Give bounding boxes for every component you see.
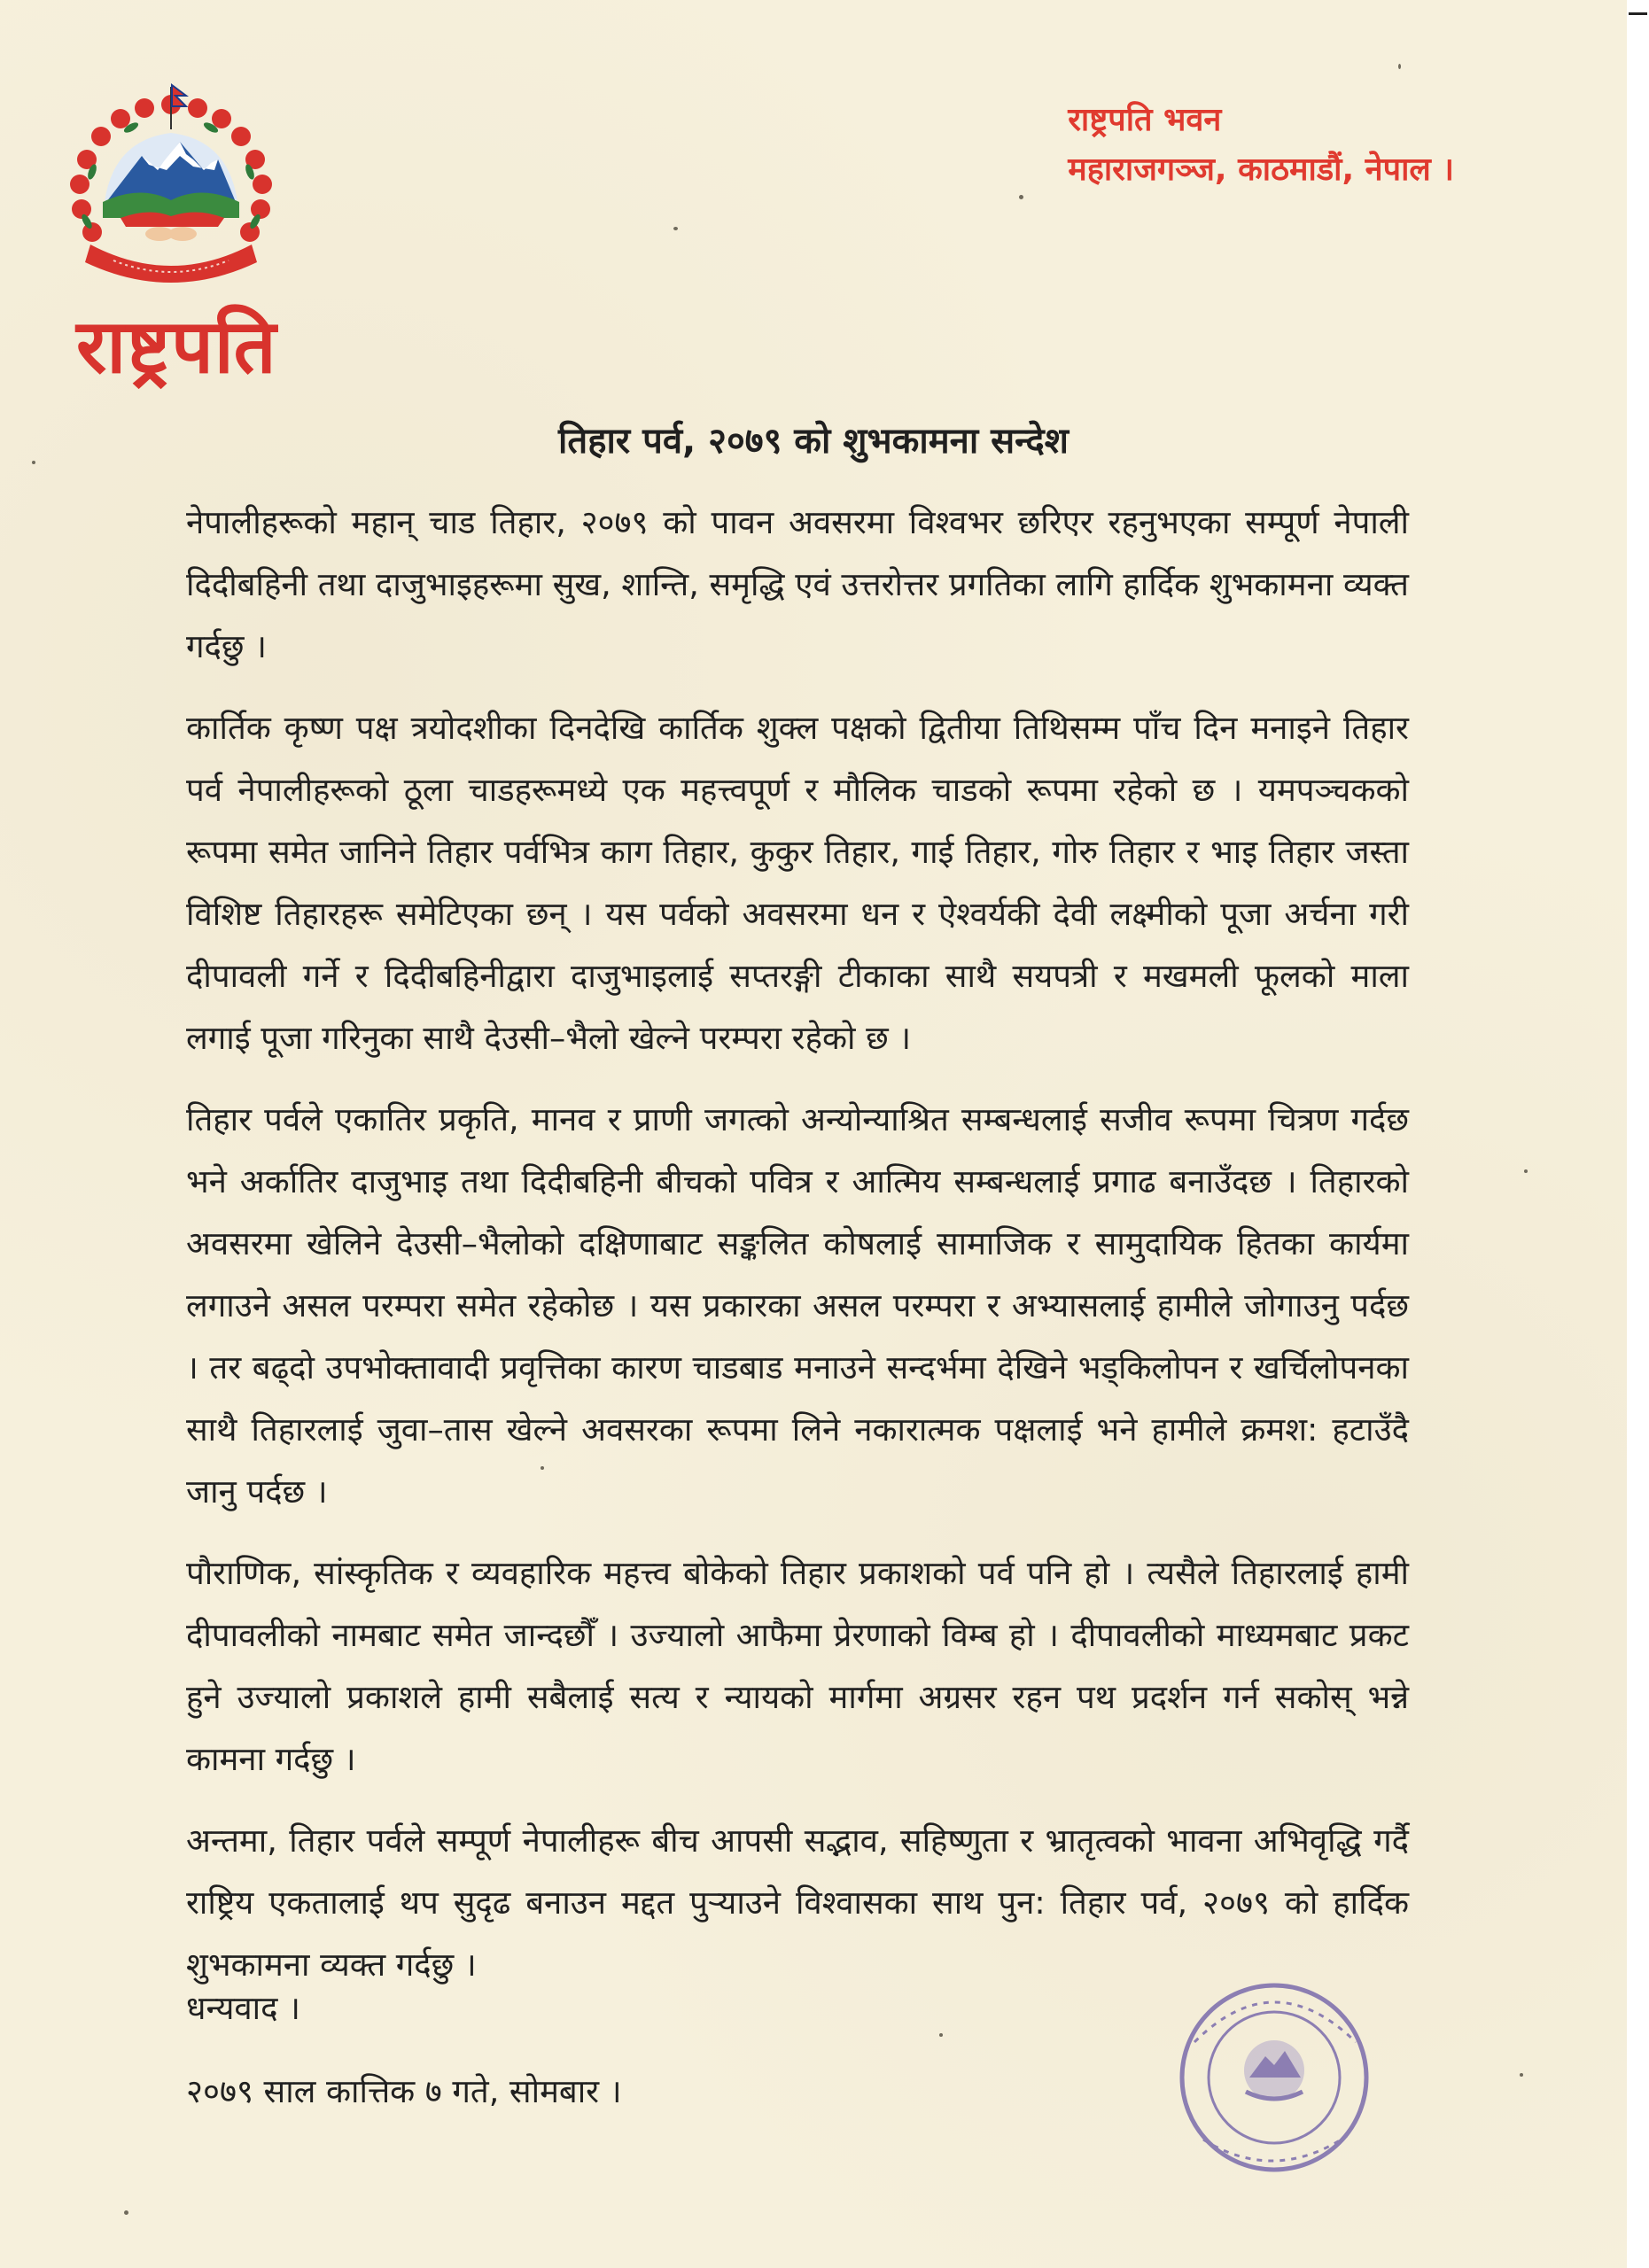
paragraph-5: अन्तमा, तिहार पर्वले सम्पूर्ण नेपालीहरू बीच आपसी सद्भाव, सहिष्णुता र भ्रातृत्वको भावना अभिवृद्धि गर्दै राष्ट्रिय एकतालाई थप सुदृढ बनाउन मद्दत पुऱ्याउने विश्वासका साथ पुन: तिहार पर्व, २०७९ को हार्दिक शुभकामना व्यक्त गर्दछु । [186,1821,1409,1984]
paragraph-4: पौराणिक, सांस्कृतिक र व्यवहारिक महत्त्व बोकेको तिहार प्रकाशको पर्व पनि हो । त्यसैले तिहारलाई हामी दीपावलीको नामबाट समेत जान्दछौँ । उज्यालो आफैमा प्रेरणाको विम्ब हो । दीपावलीको माध्यमबाट प्रकट हुने उज्यालो प्रकाशले हामी सबैलाई सत्य र न्यायको मार्गमा अग्रसर रहन पथ प्रदर्शन गर्न सकोस् भन्ने कामना गर्दछु । [186,1554,1409,1778]
paragraph-2: कार्तिक कृष्ण पक्ष त्रयोदशीका दिनदेखि कार्तिक शुक्ल पक्षको द्वितीया तिथिसम्म पाँच दिन मनाइने तिहार पर्व नेपालीहरूको ठूला चाडहरूमध्ये एक महत्त्वपूर्ण र मौलिक चाडको रूपमा रहेको छ । यमपञ्चकको रूपमा समेत जानिने तिहार पर्वभित्र काग तिहार, कुकुर तिहार, गाई तिहार, गोरु तिहार र भाइ तिहार जस्ता विशिष्ट तिहारहरू समेटिएका छन् । यस पर्वको अवसरमा धन र ऐश्वर्यकी देवी लक्ष्मीको पूजा अर्चना गरी दीपावली गर्ने र दिदीबहिनीद्वारा दाजुभाइलाई सप्तरङ्गी टीकाका साथै सयपत्री र मखमली फूलको माला लगाई पूजा गरिनुका साथै देउसी–भैलो खेल्ने परम्परा रहेको छ । [186,709,1409,1057]
paper-speck [124,2210,128,2215]
paper-speck [1524,1169,1528,1173]
paragraph-1: नेपालीहरूको महान् चाड तिहार, २०७९ को पावन अवसरमा विश्वभर छरिएर रहनुभएका सम्पूर्ण नेपाली दिदीबहिनी तथा दाजुभाइहरूमा सुख, शान्ति, समृद्धि एवं उत्तरोत्तर प्रगतिका लागि हार्दिक शुभकामना व्यक्त गर्दछु । [186,503,1409,665]
paper-speck [939,2033,943,2037]
scan-mark [1629,12,1647,15]
paper-speck [1019,195,1023,199]
paragraph-3: तिहार पर्वले एकातिर प्रकृति, मानव र प्राणी जगत्को अन्योन्याश्रित सम्बन्धलाई सजीव रूपमा चित्रण गर्दछ भने अर्कातिर दाजुभाइ तथा दिदीबहिनी बीचको पवित्र र आत्मिय सम्बन्धलाई प्रगाढ बनाउँदछ । तिहारको अवसरमा खेलिने देउसी–भैलोको दक्षिणाबाट सङ्कलित कोषलाई सामाजिक र सामुदायिक हितका कार्यमा लगाउने असल परम्परा समेत रहेकोछ । यस प्रकारका असल परम्परा र अभ्यासलाई हामीले जोगाउनु पर्दछ । तर बढ्दो उपभोक्तावादी प्रवृत्तिका कारण चाडबाड मनाउने सन्दर्भमा देखिने भड्किलोपन र खर्चिलोपनका साथै तिहारलाई जुवा–तास खेल्ने अवसरका रूपमा लिने नकारात्मक पक्षलाई भने हामीले क्रमश: हटाउँदै जानु पर्दछ । [186,1100,1409,1511]
paper-speck [1398,64,1401,69]
letterhead-title: राष्ट्रपति [76,303,277,390]
paper-speck [1520,2073,1523,2077]
paper-speck [673,227,678,230]
letterhead-address [1068,96,1454,195]
office-stamp-icon [1141,1971,1407,2202]
letter-body [186,492,1409,2016]
national-emblem-icon [51,78,291,299]
address-line-2: महाराजगञ्ज, काठमाडौं, नेपाल । [1068,151,1454,188]
paper-speck [541,1466,544,1470]
closing-date: २०७९ साल कात्तिक ७ गते, सोमबार । [186,2072,622,2110]
letter-title: तिहार पर्व, २०७९ को शुभकामना सन्देश [558,421,1069,462]
paper-speck [32,461,35,464]
closing-thanks: धन्यवाद । [186,1989,300,2027]
scan-edge [1627,0,1649,2268]
address-line-1: राष्ट्रपति भवन [1068,102,1222,138]
